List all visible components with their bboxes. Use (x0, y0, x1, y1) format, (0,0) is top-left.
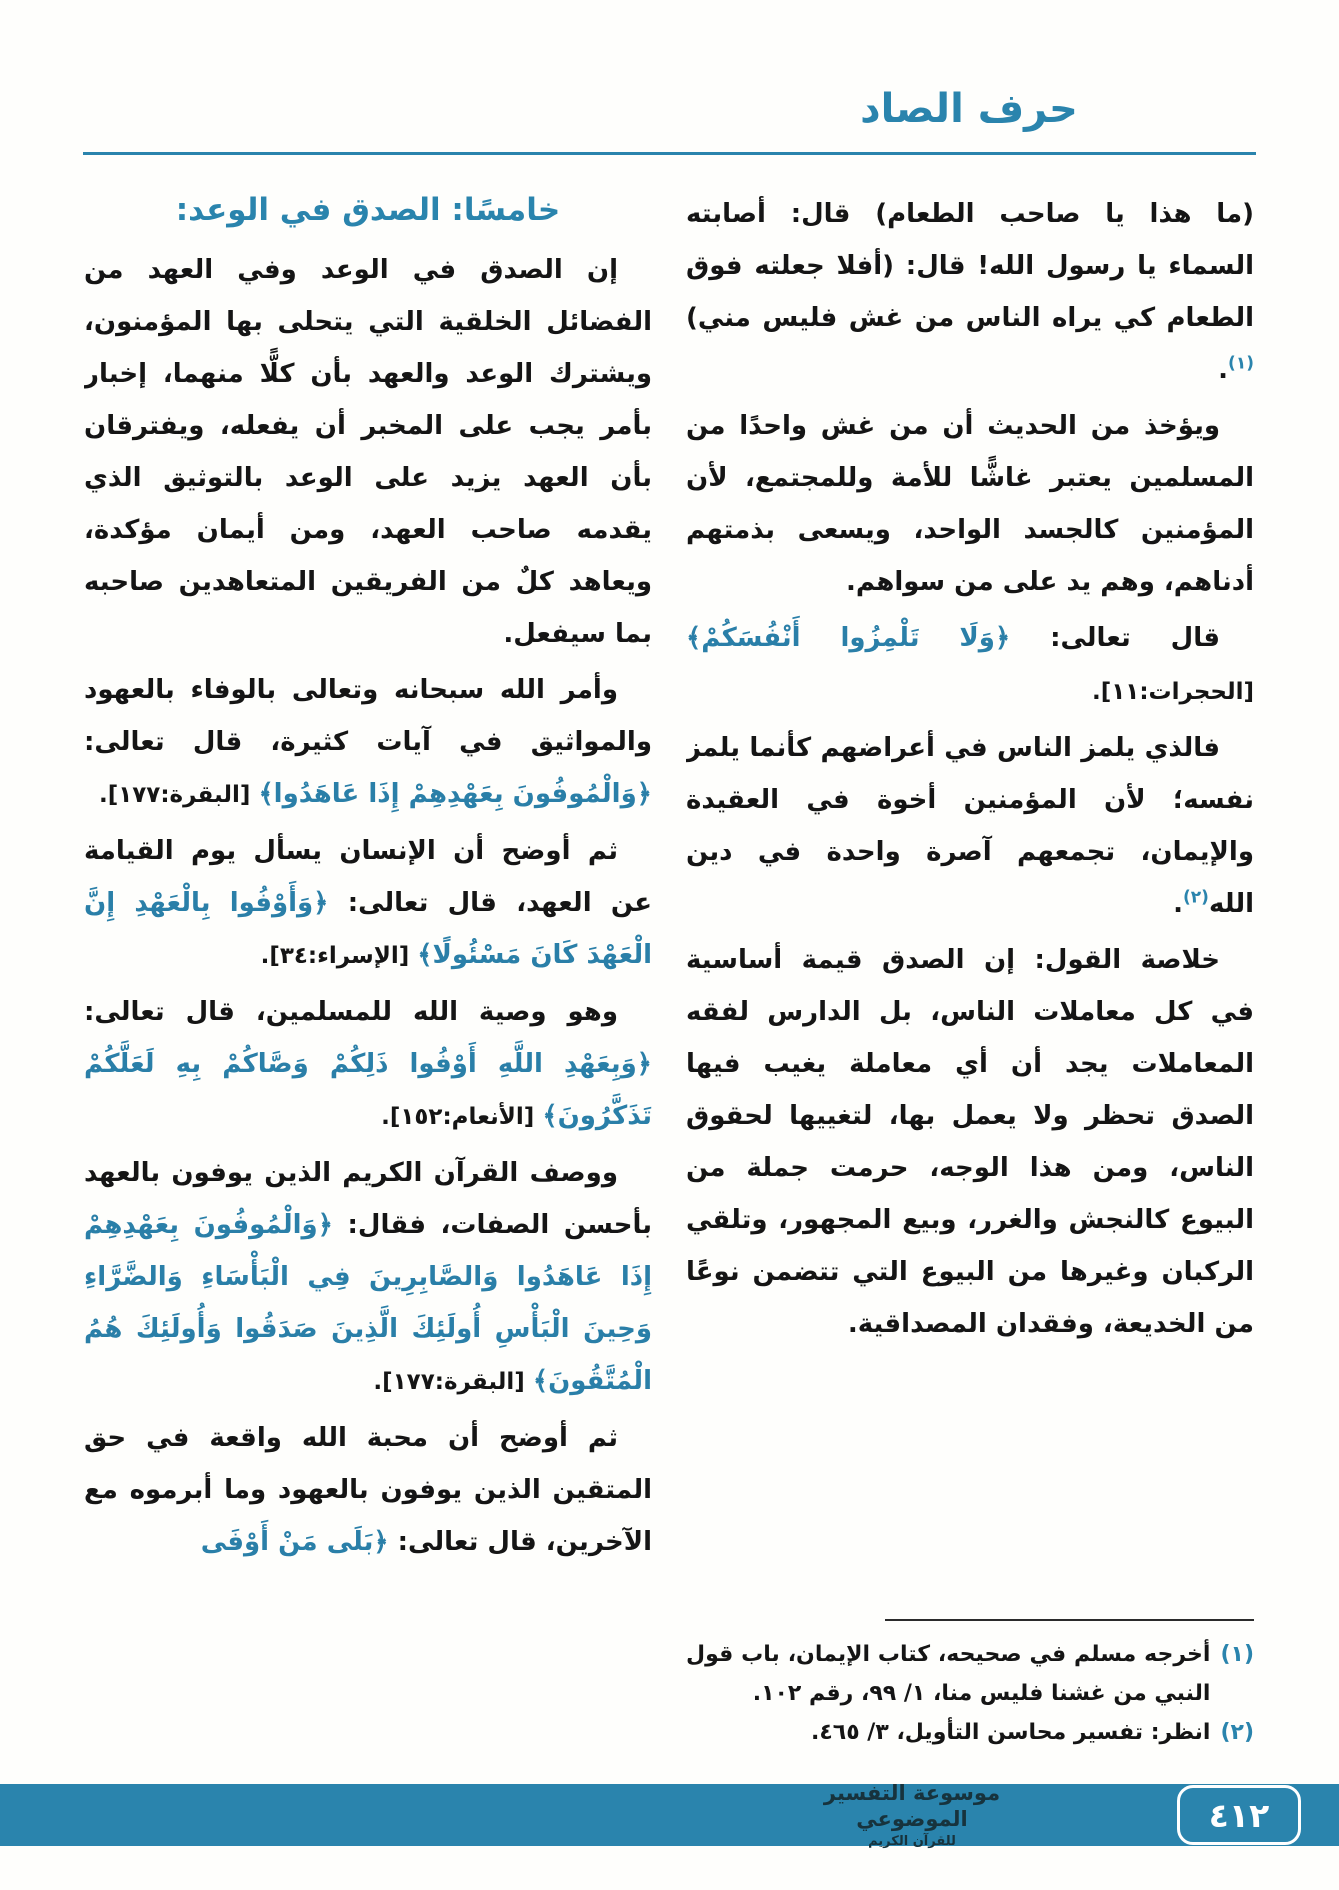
body-text: خلاصة القول: إن الصدق قيمة أساسية في كل معاملات الناس، بل الدارس لفقه المعاملات يجد أن أي معاملة يغيب فيها الصدق تحظر ولا يعمل بها، لتغييها لحقوق الناس، ومن هذا الوجه، حرمت جملة من البيوع كالنجش والغرر، وبيع المجهور، وتلقي الركبان وغيرها من البيوع التي تتضمن نوعًا من الخديعة، وفقدان المصداقية. (686, 945, 1254, 1339)
publisher-logo-sub-text: للقرآن الكريم (868, 1833, 956, 1849)
footnote-separator (885, 1619, 1254, 1621)
footnote-marker-inline: (١) (1228, 353, 1254, 374)
body-text: ثم أوضح أن الإنسان يسأل يوم القيامة عن العهد، قال تعالى: (84, 836, 652, 918)
footnote-list (686, 1635, 1254, 1752)
right-column-paragraphs (686, 188, 1254, 1354)
quran-verse: ﴿وَبِعَهْدِ اللَّهِ أَوْفُوا ذَلِكُمْ وَصَّاكُمْ بِهِ لَعَلَّكُمْ تَذَكَّرُونَ﴾ (84, 1049, 652, 1131)
quran-verse: ﴿وَالْمُوفُونَ بِعَهْدِهِمْ إِذَا عَاهَدُوا﴾ (258, 779, 652, 809)
paragraph (686, 188, 1254, 396)
footnote-number: (١) (1220, 1642, 1254, 1667)
body-text: . (1173, 889, 1183, 919)
verse-reference: [الحجرات:١١]. (1091, 679, 1254, 705)
left-column (84, 188, 652, 1752)
body-text: ووصف القرآن الكريم الذين يوفون بالعهد بأحسن الصفات، فقال: (84, 1158, 652, 1240)
body-text: ويؤخذ من الحديث أن من غش واحدًا من المسلمين يعتبر غاشًّا للأمة وللمجتمع، لأن المؤمنين كالجسد الواحد، ويسعى بذمتهم أدناهم، وهم يد على من سواهم. (686, 411, 1254, 597)
page-number-badge (1177, 1785, 1301, 1845)
body-text: وأمر الله سبحانه وتعالى بالوفاء بالعهود والمواثيق في آيات كثيرة، قال تعالى: (84, 675, 652, 757)
quran-verse: ﴿بَلَى مَنْ أَوْفَى (200, 1527, 389, 1557)
paragraph (84, 664, 652, 821)
paragraph (84, 1412, 652, 1568)
body-text: قال تعالى: (1010, 623, 1220, 653)
chapter-header-title: حرف الصاد (860, 86, 1078, 132)
left-column-paragraphs (84, 244, 652, 1572)
verse-reference: [البقرة:١٧٧]. (98, 782, 259, 808)
paragraph (84, 1147, 652, 1408)
verse-reference: [البقرة:١٧٧]. (373, 1369, 533, 1395)
right-column (686, 188, 1254, 1752)
paragraph (686, 612, 1254, 718)
quran-verse: ﴿وَأَوْفُوا بِالْعَهْدِ إِنَّ الْعَهْدَ كَانَ مَسْئُولًا﴾ (84, 888, 652, 970)
text-columns (84, 188, 1254, 1752)
body-text: فالذي يلمز الناس في أعراضهم كأنما يلمز نفسه؛ لأن المؤمنين أخوة في العقيدة والإيمان، تجمعهم آصرة واحدة في دين الله (686, 733, 1254, 919)
body-text: إن الصدق في الوعد وفي العهد من الفضائل الخلقية التي يتحلى بها المؤمنون، ويشترك الوعد والعهد بأن كلًّا منهما، إخبار بأمر يجب على المخبر أن يفعله، ويفترقان بأن العهد يزيد على الوعد بالتوثيق الذي يقدمه صاحب العهد، ومن أيمان مؤكدة، ويعاهد كلٌ من الفريقين المتعاهدين صاحبه بما سيفعل. (84, 255, 652, 649)
body-text: . (1218, 355, 1229, 385)
verse-reference: [الأنعام:١٥٢]. (381, 1104, 543, 1130)
paragraph (84, 244, 652, 660)
paragraph (686, 934, 1254, 1350)
footnote-marker-inline: (٢) (1182, 887, 1209, 908)
footnote-item (686, 1635, 1254, 1713)
footer-band (0, 1784, 1339, 1846)
body-text: ثم أوضح أن محبة الله واقعة في حق المتقين الذين يوفون بالعهود وما أبرموه مع الآخرين، قال تعالى: (84, 1423, 652, 1557)
quran-verse: ﴿وَالْمُوفُونَ بِعَهْدِهِمْ إِذَا عَاهَدُوا وَالصَّابِرِينَ فِي الْبَأْسَاءِ وَالضَّرَّاءِ وَحِينَ الْبَأْسِ أُولَئِكَ الَّذِينَ صَدَقُوا وَأُولَئِكَ هُمُ الْمُتَّقُونَ﴾ (84, 1210, 652, 1396)
paragraph (686, 400, 1254, 608)
body-text: وهو وصية الله للمسلمين، قال تعالى: (84, 997, 618, 1027)
verse-reference: [الإسراء:٣٤]. (260, 943, 418, 969)
footnote-number: (٢) (1220, 1720, 1254, 1745)
footnote-item (686, 1713, 1254, 1752)
publisher-logo-main-text: موسوعة التفسير الموضوعي (823, 1780, 1001, 1831)
footnote-text: أخرجه مسلم في صحيحه، كتاب الإيمان، باب قول النبي من غشنا فليس منا، ١/ ٩٩، رقم ١٠٢. (686, 1642, 1211, 1706)
paragraph (686, 722, 1254, 930)
footnote-text: انظر: تفسير محاسن التأويل، ٣/ ٤٦٥. (810, 1720, 1211, 1745)
body-text: (ما هذا يا صاحب الطعام) قال: أصابته السماء يا رسول الله! قال: (أفلا جعلته فوق الطعام كي يراه الناس من غش فليس مني) (686, 199, 1254, 333)
paragraph (84, 825, 652, 982)
footnotes-block (686, 1611, 1254, 1752)
section-heading: خامسًا: الصدق في الوعد: (175, 192, 561, 228)
paragraph (84, 986, 652, 1143)
quran-verse: ﴿وَلَا تَلْمِزُوا أَنْفُسَكُمْ﴾ (686, 623, 1011, 653)
header-rule (83, 152, 1256, 155)
publisher-logo (807, 1760, 1017, 1868)
page-number: ٤١٢ (1208, 1795, 1270, 1835)
